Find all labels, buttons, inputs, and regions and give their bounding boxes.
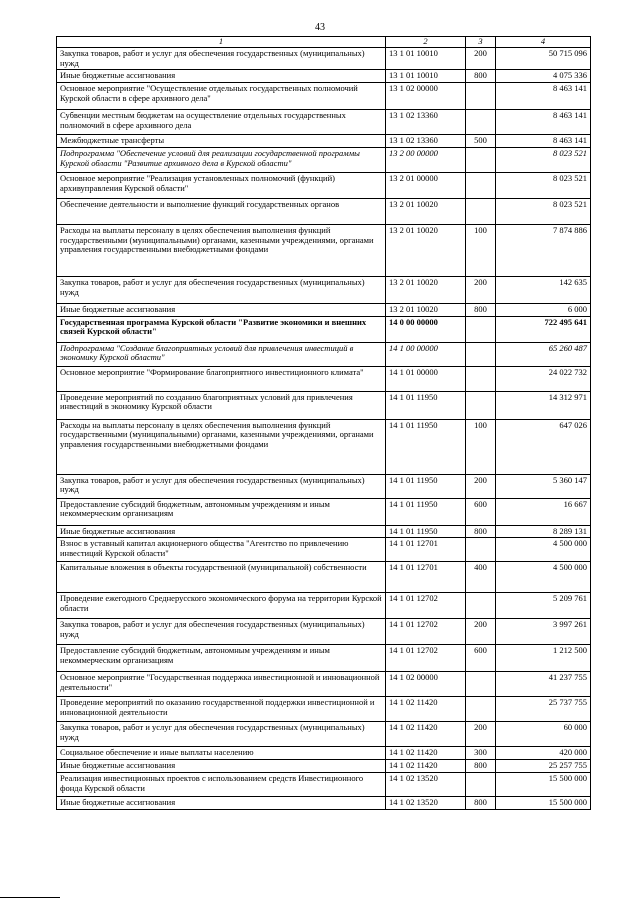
row-expense-type: 200 [466, 474, 496, 498]
table-row [57, 747, 591, 760]
row-amount: 1 212 500 [496, 645, 591, 672]
row-name: Основное мероприятие "Формирование благоприятного инвестиционного климата" [57, 366, 386, 391]
budget-table-body [57, 37, 591, 810]
row-name: Предоставление субсидий бюджетным, автономным учреждениям и иным некоммерческим организациям [57, 645, 386, 672]
row-name: Подпрограмма "Создание благоприятных условий для привлечения инвестиций в экономику Курской области" [57, 342, 386, 366]
row-expense-type [466, 697, 496, 722]
row-code: 14 1 01 11950 [386, 525, 466, 538]
table-row [57, 276, 591, 303]
row-name: Реализация инвестиционных проектов с использованием средств Инвестиционного фонда Курской области [57, 772, 386, 796]
header-col-3: 3 [466, 37, 496, 48]
table-row [57, 796, 591, 809]
table-row [57, 619, 591, 645]
table-row [57, 83, 591, 110]
row-code: 14 1 01 12702 [386, 645, 466, 672]
row-name: Основное мероприятие "Государственная поддержка инвестиционной и инновационной деятельности" [57, 672, 386, 697]
table-row [57, 498, 591, 525]
row-amount: 8 463 141 [496, 83, 591, 110]
row-name: Расходы на выплаты персоналу в целях обеспечения выполнения функций государственными (муниципальными) органами, казенными учреждениями, органами управления государственными внебюджетными фондами [57, 419, 386, 474]
row-code: 14 1 01 00000 [386, 366, 466, 391]
row-code: 14 1 01 11950 [386, 498, 466, 525]
table-row [57, 474, 591, 498]
row-code: 14 1 00 00000 [386, 342, 466, 366]
table-row [57, 366, 591, 391]
row-code: 14 1 02 13520 [386, 772, 466, 796]
table-row [57, 135, 591, 148]
row-amount: 25 257 755 [496, 760, 591, 773]
row-code: 13 1 02 13360 [386, 135, 466, 148]
row-code: 14 0 00 00000 [386, 316, 466, 342]
row-code: 14 1 01 12701 [386, 562, 466, 593]
table-row [57, 224, 591, 276]
row-expense-type [466, 198, 496, 224]
row-name: Взнос в уставный капитал акционерного общества "Агентство по привлечению инвестиций Курской области" [57, 538, 386, 562]
row-code: 13 1 01 10010 [386, 70, 466, 83]
table-row [57, 722, 591, 747]
row-name: Иные бюджетные ассигнования [57, 303, 386, 316]
row-amount: 24 022 732 [496, 366, 591, 391]
row-code: 13 2 01 10020 [386, 198, 466, 224]
row-code: 14 1 01 11950 [386, 474, 466, 498]
table-row [57, 562, 591, 593]
row-amount: 4 500 000 [496, 538, 591, 562]
row-name: Закупка товаров, работ и услуг для обеспечения государственных (муниципальных) нужд [57, 276, 386, 303]
row-code: 14 1 01 12702 [386, 619, 466, 645]
row-code: 13 1 01 10010 [386, 47, 466, 70]
table-row [57, 147, 591, 172]
row-code: 14 1 01 11950 [386, 419, 466, 474]
row-amount: 4 075 336 [496, 70, 591, 83]
row-code: 14 1 01 11950 [386, 391, 466, 419]
row-amount: 60 000 [496, 722, 591, 747]
row-name: Иные бюджетные ассигнования [57, 760, 386, 773]
table-row [57, 672, 591, 697]
budget-table [56, 36, 591, 810]
row-expense-type: 800 [466, 70, 496, 83]
row-expense-type [466, 147, 496, 172]
row-name: Основное мероприятие "Реализация установленных полномочий (функций) архивуправления Курской области" [57, 172, 386, 198]
header-col-1: 1 [57, 37, 386, 48]
row-expense-type [466, 538, 496, 562]
table-row [57, 645, 591, 672]
row-name: Подпрограмма "Обеспечение условий для реализации государственной программы Курской области "Развитие архивного дела в Курской области" [57, 147, 386, 172]
row-expense-type: 800 [466, 525, 496, 538]
row-amount: 16 667 [496, 498, 591, 525]
row-expense-type: 800 [466, 760, 496, 773]
row-expense-type: 500 [466, 135, 496, 148]
row-amount: 420 000 [496, 747, 591, 760]
table-row [57, 525, 591, 538]
row-expense-type: 600 [466, 645, 496, 672]
table-row [57, 316, 591, 342]
row-expense-type: 100 [466, 419, 496, 474]
table-row [57, 47, 591, 70]
row-code: 14 1 01 12702 [386, 593, 466, 619]
row-amount: 7 874 886 [496, 224, 591, 276]
row-expense-type [466, 342, 496, 366]
row-expense-type: 800 [466, 303, 496, 316]
row-code: 14 1 02 00000 [386, 672, 466, 697]
row-expense-type: 200 [466, 47, 496, 70]
header-col-2: 2 [386, 37, 466, 48]
row-name: Государственная программа Курской области "Развитие экономики и внешних связей Курской области" [57, 316, 386, 342]
row-amount: 5 360 147 [496, 474, 591, 498]
header-col-4: 4 [496, 37, 591, 48]
row-expense-type [466, 772, 496, 796]
row-expense-type [466, 172, 496, 198]
row-code: 13 2 01 10020 [386, 224, 466, 276]
row-code: 13 2 00 00000 [386, 147, 466, 172]
row-amount: 14 312 971 [496, 391, 591, 419]
row-name: Проведение мероприятий по созданию благоприятных условий для привлечения инвестиций в экономику Курской области [57, 391, 386, 419]
row-expense-type: 100 [466, 224, 496, 276]
row-name: Субвенции местным бюджетам на осуществление отдельных государственных полномочий в сфере архивного дела [57, 110, 386, 135]
row-amount: 65 260 487 [496, 342, 591, 366]
row-code: 14 1 02 13520 [386, 796, 466, 809]
row-amount: 50 715 096 [496, 47, 591, 70]
row-expense-type [466, 593, 496, 619]
table-row [57, 172, 591, 198]
table-row [57, 760, 591, 773]
row-code: 13 2 01 10020 [386, 303, 466, 316]
row-amount: 41 237 755 [496, 672, 591, 697]
row-name: Иные бюджетные ассигнования [57, 796, 386, 809]
row-code: 13 2 01 10020 [386, 276, 466, 303]
row-name: Социальное обеспечение и иные выплаты населению [57, 747, 386, 760]
row-amount: 4 500 000 [496, 562, 591, 593]
row-expense-type: 800 [466, 796, 496, 809]
row-code: 13 2 01 00000 [386, 172, 466, 198]
row-code: 14 1 01 12701 [386, 538, 466, 562]
row-name: Закупка товаров, работ и услуг для обеспечения государственных (муниципальных) нужд [57, 47, 386, 70]
row-name: Иные бюджетные ассигнования [57, 70, 386, 83]
table-row [57, 110, 591, 135]
row-name: Проведение мероприятий по оказанию государственной поддержки инвестиционной и инновационной деятельности [57, 697, 386, 722]
table-row [57, 772, 591, 796]
table-row [57, 593, 591, 619]
row-expense-type: 300 [466, 747, 496, 760]
table-row [57, 198, 591, 224]
row-name: Закупка товаров, работ и услуг для обеспечения государственных (муниципальных) нужд [57, 619, 386, 645]
table-row [57, 419, 591, 474]
page-number: 43 [315, 22, 325, 33]
row-amount: 8 023 521 [496, 172, 591, 198]
table-row [57, 391, 591, 419]
row-amount: 5 209 761 [496, 593, 591, 619]
row-expense-type: 600 [466, 498, 496, 525]
table-row [57, 697, 591, 722]
row-amount: 8 289 131 [496, 525, 591, 538]
row-expense-type [466, 83, 496, 110]
row-name: Капитальные вложения в объекты государственной (муниципальной) собственности [57, 562, 386, 593]
row-name: Межбюджетные трансферты [57, 135, 386, 148]
row-amount: 722 495 641 [496, 316, 591, 342]
row-expense-type: 200 [466, 619, 496, 645]
row-expense-type: 200 [466, 722, 496, 747]
row-amount: 25 737 755 [496, 697, 591, 722]
row-amount: 8 463 141 [496, 110, 591, 135]
row-name: Расходы на выплаты персоналу в целях обеспечения выполнения функций государственными (муниципальными) органами, казенными учреждениями, органами управления государственными внебюджетными фондами [57, 224, 386, 276]
row-code: 14 1 02 11420 [386, 747, 466, 760]
row-amount: 3 997 261 [496, 619, 591, 645]
row-amount: 8 023 521 [496, 198, 591, 224]
row-expense-type [466, 391, 496, 419]
table-row [57, 70, 591, 83]
table-row [57, 303, 591, 316]
row-expense-type [466, 366, 496, 391]
row-amount: 647 026 [496, 419, 591, 474]
row-amount: 6 000 [496, 303, 591, 316]
row-code: 13 1 02 13360 [386, 110, 466, 135]
table-row [57, 342, 591, 366]
row-name: Закупка товаров, работ и услуг для обеспечения государственных (муниципальных) нужд [57, 722, 386, 747]
row-expense-type: 200 [466, 276, 496, 303]
row-expense-type [466, 672, 496, 697]
row-name: Закупка товаров, работ и услуг для обеспечения государственных (муниципальных) нужд [57, 474, 386, 498]
row-name: Основное мероприятие "Осуществление отдельных государственных полномочий Курской области в сфере архивного дела" [57, 83, 386, 110]
footnote-rule [0, 897, 60, 898]
row-code: 14 1 02 11420 [386, 760, 466, 773]
row-expense-type: 400 [466, 562, 496, 593]
row-amount: 8 463 141 [496, 135, 591, 148]
row-amount: 142 635 [496, 276, 591, 303]
row-expense-type [466, 316, 496, 342]
row-code: 14 1 02 11420 [386, 697, 466, 722]
row-expense-type [466, 110, 496, 135]
row-name: Проведение ежегодного Среднерусского экономического форума на территории Курской области [57, 593, 386, 619]
table-header-row [57, 37, 591, 48]
table-row [57, 538, 591, 562]
row-amount: 8 023 521 [496, 147, 591, 172]
row-name: Предоставление субсидий бюджетным, автономным учреждениям и иным некоммерческим организациям [57, 498, 386, 525]
row-amount: 15 500 000 [496, 772, 591, 796]
row-code: 13 1 02 00000 [386, 83, 466, 110]
row-amount: 15 500 000 [496, 796, 591, 809]
row-code: 14 1 02 11420 [386, 722, 466, 747]
row-name: Иные бюджетные ассигнования [57, 525, 386, 538]
row-name: Обеспечение деятельности и выполнение функций государственных органов [57, 198, 386, 224]
